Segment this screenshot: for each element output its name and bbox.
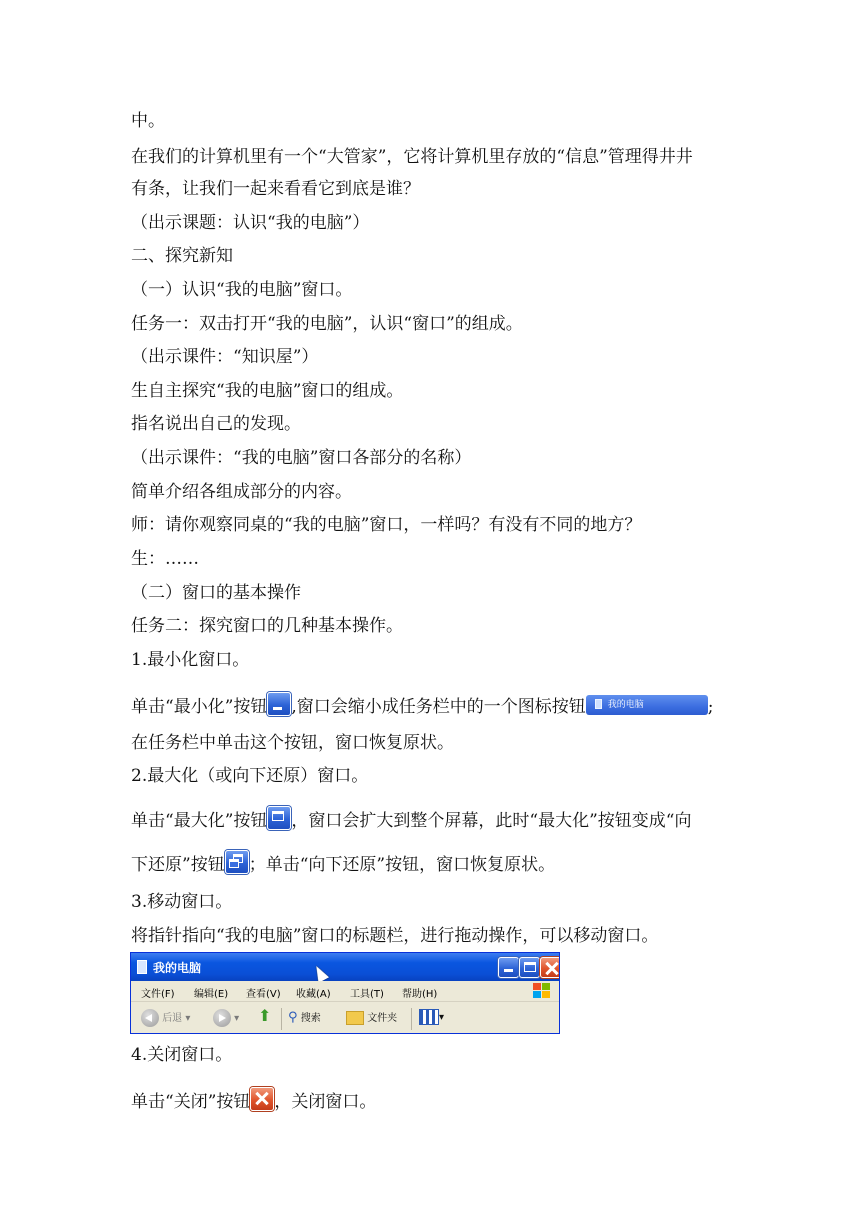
- step-heading: 1.最小化窗口。: [131, 650, 250, 670]
- window-toolbar: [131, 1001, 559, 1034]
- section-heading: 二、探究新知: [131, 246, 233, 266]
- close-button-icon: [250, 1087, 274, 1111]
- subsection-heading: （一）认识“我的电脑”窗口。: [131, 280, 353, 300]
- text-line: 在我们的计算机里有一个“大管家”，它将计算机里存放的“信息”管理得井井: [131, 147, 693, 167]
- folders-label: 文件夹: [367, 1013, 398, 1024]
- text-line: （出示课题：认识“我的电脑”）: [131, 213, 370, 233]
- text-line: （出示课件：“我的电脑”窗口各部分的名称）: [131, 448, 472, 468]
- forward-arrow-icon: [213, 1009, 231, 1027]
- text-line: （出示课件：“知识屋”）: [131, 347, 319, 367]
- text-line: 中。: [131, 111, 165, 131]
- menu-view: 查看(V): [246, 989, 281, 1000]
- computer-icon: [137, 960, 147, 974]
- text-span: ，关闭窗口。: [274, 1092, 377, 1112]
- text-span: ;: [707, 697, 714, 717]
- toolbar-separator: [411, 1008, 412, 1030]
- text-span: 单击“最小化”按钮: [131, 697, 268, 717]
- forward-button: ▾: [213, 1009, 239, 1027]
- text-line: 生：……: [131, 549, 199, 569]
- computer-icon: [595, 699, 602, 709]
- text-line: 简单介绍各组成部分的内容。: [131, 482, 352, 502]
- text-line: 有条，让我们一起来看看它到底是谁？: [131, 179, 420, 199]
- text-line: [131, 806, 691, 832]
- minimize-button-icon: [498, 957, 519, 978]
- text-line: 将指针指向“我的电脑”窗口的标题栏，进行拖动操作，可以移动窗口。: [131, 926, 659, 946]
- search-icon: ⚲: [288, 1010, 298, 1025]
- task-heading: 任务一：双击打开“我的电脑”，认识“窗口”的组成。: [131, 314, 523, 334]
- window-menubar: [131, 981, 559, 1001]
- menu-file: 文件(F): [141, 989, 175, 1000]
- text-line: 指名说出自己的发现。: [131, 414, 301, 434]
- menu-tools: 工具(T): [350, 989, 384, 1000]
- close-button-icon: [540, 957, 560, 978]
- taskbar-button-icon: [586, 695, 708, 715]
- menu-favorites: 收藏(A): [296, 989, 331, 1000]
- restore-down-button-icon: [225, 850, 249, 874]
- text-span: 下还原”按钮: [131, 855, 225, 875]
- toolbar-separator: [281, 1008, 282, 1030]
- window-title: 我的电脑: [153, 961, 202, 975]
- text-line: 师：请你观察同桌的“我的电脑”窗口，一样吗？有没有不同的地方？: [131, 515, 642, 535]
- text-span: ；单击“向下还原”按钮，窗口恢复原状。: [248, 855, 556, 875]
- window-titlebar: [131, 953, 559, 981]
- menu-help: 帮助(H): [402, 989, 438, 1000]
- text-line: [131, 850, 555, 876]
- search-label: 搜索: [300, 1013, 321, 1024]
- my-computer-window-screenshot: [130, 952, 560, 1034]
- back-arrow-icon: [141, 1009, 159, 1027]
- maximize-button-icon: [519, 957, 540, 978]
- views-icon: [419, 1009, 439, 1025]
- mouse-pointer-icon: [311, 963, 329, 983]
- step-heading: 4.关闭窗口。: [131, 1045, 233, 1065]
- text-line: [131, 1087, 376, 1113]
- text-span: 单击“最大化”按钮: [131, 811, 268, 831]
- taskbar-button-label: 我的电脑: [607, 700, 644, 710]
- subsection-heading: （二）窗口的基本操作: [131, 583, 301, 603]
- search-button: [288, 1009, 321, 1025]
- step-heading: 3.移动窗口。: [131, 892, 233, 912]
- up-folder-icon: ⬆: [258, 1006, 272, 1025]
- text-span: ,窗口会缩小成任务栏中的一个图标按钮: [291, 697, 586, 717]
- text-line: [131, 692, 714, 718]
- views-button: ▾: [419, 1009, 444, 1025]
- text-span: 单击“关闭”按钮: [131, 1092, 251, 1112]
- task-heading: 任务二：探究窗口的几种基本操作。: [131, 616, 403, 636]
- back-label: 后退: [162, 1013, 183, 1024]
- folders-button: [346, 1009, 397, 1025]
- text-line: 生自主探究“我的电脑”窗口的组成。: [131, 381, 404, 401]
- maximize-button-icon: [267, 806, 291, 830]
- menu-edit: 编辑(E): [194, 989, 229, 1000]
- step-heading: 2.最大化（或向下还原）窗口。: [131, 766, 369, 786]
- folder-icon: [346, 1011, 364, 1025]
- windows-logo-icon: [533, 983, 551, 999]
- minimize-button-icon: [267, 692, 291, 716]
- text-span: ，窗口会扩大到整个屏幕，此时“最大化”按钮变成“向: [291, 811, 692, 831]
- text-line: 在任务栏中单击这个按钮，窗口恢复原状。: [131, 733, 454, 753]
- back-button: 后退 ▾: [141, 1009, 190, 1027]
